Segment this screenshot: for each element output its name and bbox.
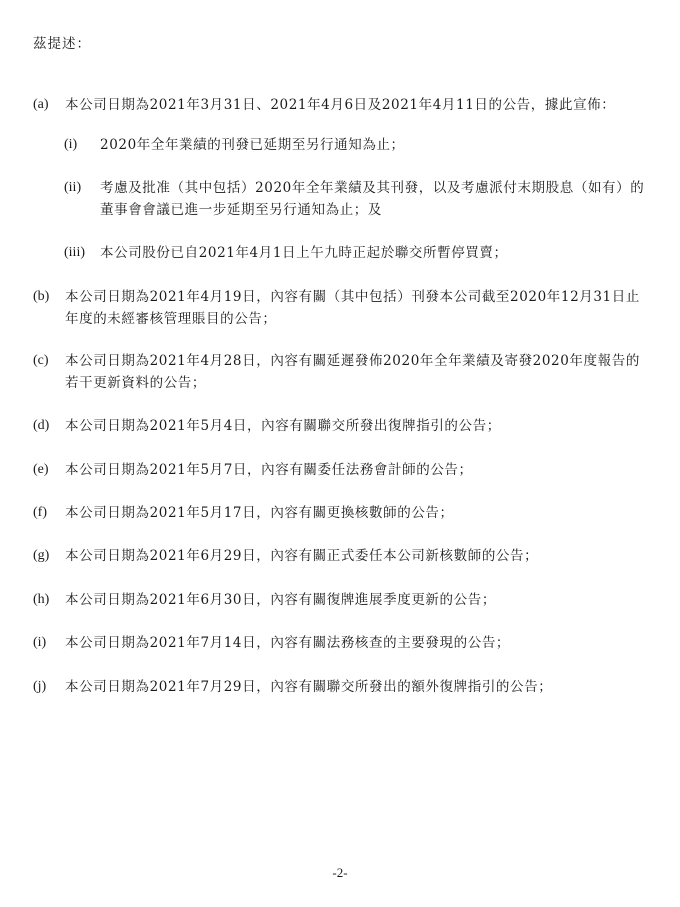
- item-text: 2020年全年業績的刊發已延期至另行通知為止；: [100, 137, 405, 153]
- intro-text: 茲提述：: [33, 36, 91, 52]
- list-item-g: [33, 545, 653, 567]
- item-text: 本公司股份已自2021年4月1日上午九時正起於聯交所暫停買賣；: [100, 245, 508, 261]
- list-item-c: [33, 350, 653, 394]
- list-item-h: [33, 589, 653, 611]
- list-item-e: [33, 459, 653, 481]
- item-label: (h): [33, 592, 50, 607]
- list-item-f: [33, 502, 653, 524]
- list-subitem-ii: [64, 177, 654, 221]
- item-label: (iii): [64, 245, 85, 260]
- item-text: 本公司日期為2021年3月31日、2021年4月6日及2021年4月11日的公告，據此宣佈：: [65, 97, 616, 113]
- list-item-j: [33, 676, 653, 698]
- item-label: (a): [33, 97, 49, 112]
- item-text: 本公司日期為2021年4月28日，內容有關延遲發佈2020年全年業績及寄發2020年度報告的若干更新資料的公告；: [65, 353, 640, 391]
- item-text: 本公司日期為2021年6月29日，內容有關正式委任本公司新核數師的公告；: [65, 548, 539, 564]
- item-text: 考慮及批准（其中包括）2020年全年業績及其刊發，以及考慮派付末期股息（如有）的董事會會議已進一步延期至另行通知為止；及: [100, 180, 645, 218]
- item-text: 本公司日期為2021年6月30日，內容有關復牌進展季度更新的公告；: [65, 592, 496, 608]
- list-item-d: [33, 415, 653, 437]
- item-label: (ii): [64, 180, 82, 195]
- item-label: (d): [33, 418, 50, 433]
- item-text: 本公司日期為2021年5月4日，內容有關聯交所發出復牌指引的公告；: [65, 418, 501, 434]
- list-item-i: [33, 632, 653, 654]
- item-label: (f): [33, 505, 47, 520]
- list-item-a: [33, 94, 653, 116]
- item-text: 本公司日期為2021年7月29日，內容有關聯交所發出的額外復牌指引的公告；: [65, 679, 553, 695]
- item-text: 本公司日期為2021年4月19日，內容有關（其中包括）刊發本公司截至2020年12月31日止年度的未經審核管理賬目的公告；: [65, 289, 640, 327]
- item-label: (i): [33, 635, 47, 650]
- item-label: (g): [33, 548, 50, 563]
- item-text: 本公司日期為2021年5月17日，內容有關更換核數師的公告；: [65, 505, 454, 521]
- item-label: (b): [33, 289, 50, 304]
- list-subitem-iii: [64, 242, 654, 264]
- item-text: 本公司日期為2021年5月7日，內容有關委任法務會計師的公告；: [65, 462, 473, 478]
- page-number: -2-: [332, 865, 348, 880]
- list-subitem-i: [64, 134, 654, 156]
- item-text: 本公司日期為2021年7月14日，內容有關法務核查的主要發現的公告；: [65, 635, 511, 651]
- list-item-b: [33, 286, 653, 330]
- item-label: (i): [64, 137, 78, 152]
- item-label: (j): [33, 679, 47, 694]
- item-label: (e): [33, 462, 49, 477]
- item-label: (c): [33, 353, 49, 368]
